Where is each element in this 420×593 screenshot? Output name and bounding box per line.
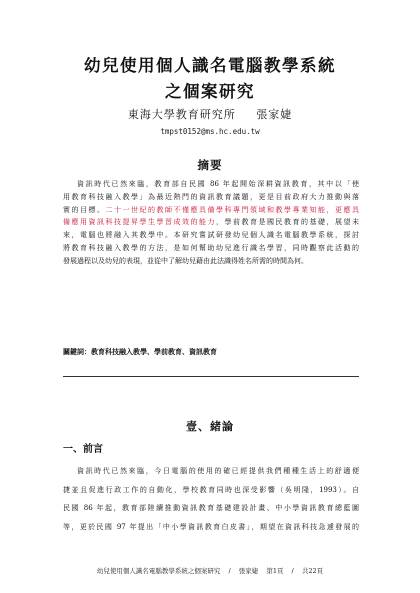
abstract-line: 用教育科技融入教學」為最近熱門的資訊教育議題，更是目前政府大力推動與落	[63, 192, 359, 201]
intro-line: 等，更於民國 97 年提出「中小學資訊教育白皮書」，期望在資訊科技急遽發展的	[63, 522, 359, 531]
author-name: 張家婕	[256, 108, 293, 121]
abstract-line	[63, 204, 359, 217]
author-line	[0, 106, 420, 122]
intro-line: 捷並且促進行政工作的自動化，學校教育同時也深受影響（吳明隆，1993）。自	[63, 485, 359, 494]
abstract-line: 來，電腦也將融入其教學中。本研究嘗試研發幼兒個人識名電腦教學系統，探討	[63, 231, 359, 240]
abstract-highlight: 備應用資訊科技提昇學生學習成效的能力	[63, 218, 216, 227]
divider-rule	[63, 376, 359, 377]
footer-running-title: 幼兒使用個人識名電腦教學系統之個案研究	[96, 567, 221, 575]
author-email: tmpst0152@ms.hc.edu.tw	[160, 127, 260, 136]
intro-line: 資訊時代已然來臨，今日電腦的使用的確已經提供我們種種生活上的舒適便	[77, 467, 359, 475]
abstract-line: 資訊時代已然來臨，教育部自民國 86 年起開始深耕資訊教育，其中以「使	[77, 180, 359, 188]
section-heading: 壹、緒論	[186, 420, 234, 433]
abstract-highlight: 二十一世紀的教師不僅應具備學科專門領域和教學專業知能，更應具	[105, 205, 359, 214]
intro-paragraph	[63, 462, 359, 536]
paper-title-line2: 之個案研究	[165, 82, 255, 101]
footer-page-total: 共22頁	[301, 567, 324, 575]
footer-sep: /	[228, 567, 231, 575]
abstract-line: 發展過程以及幼兒的表現，並從中了解幼兒藉由此法識得姓名所需的時間為何。	[63, 256, 308, 265]
abstract-text: ，學前教育是國民教育的基礎，展望未	[216, 218, 359, 227]
affiliation: 東海大學教育研究所	[127, 108, 236, 121]
footer-page-number: 第1頁	[266, 567, 284, 575]
keywords: 關鍵詞：教育科技融入教學、學前教育、資訊教育	[63, 347, 217, 356]
page-footer	[0, 566, 420, 575]
abstract-text: 實的目標。	[63, 205, 106, 214]
abstract-paragraph	[63, 178, 359, 268]
abstract-line: 將教育科技融入教學的方法，是如何幫助幼兒進行識名學習，同時觀察此活動的	[63, 243, 359, 252]
abstract-line	[63, 216, 359, 229]
intro-line: 民國 86 年起，教育部陸續推動資訊教育基礎建設計畫、中小學資訊教育總藍圖	[63, 504, 359, 512]
footer-sep: /	[291, 567, 294, 575]
footer-author: 張家婕	[238, 567, 259, 575]
subsection-heading: 一、前言	[63, 444, 103, 455]
abstract-heading: 摘要	[197, 158, 223, 172]
paper-title-line1: 幼兒使用個人識名電腦教學系統	[84, 56, 336, 75]
